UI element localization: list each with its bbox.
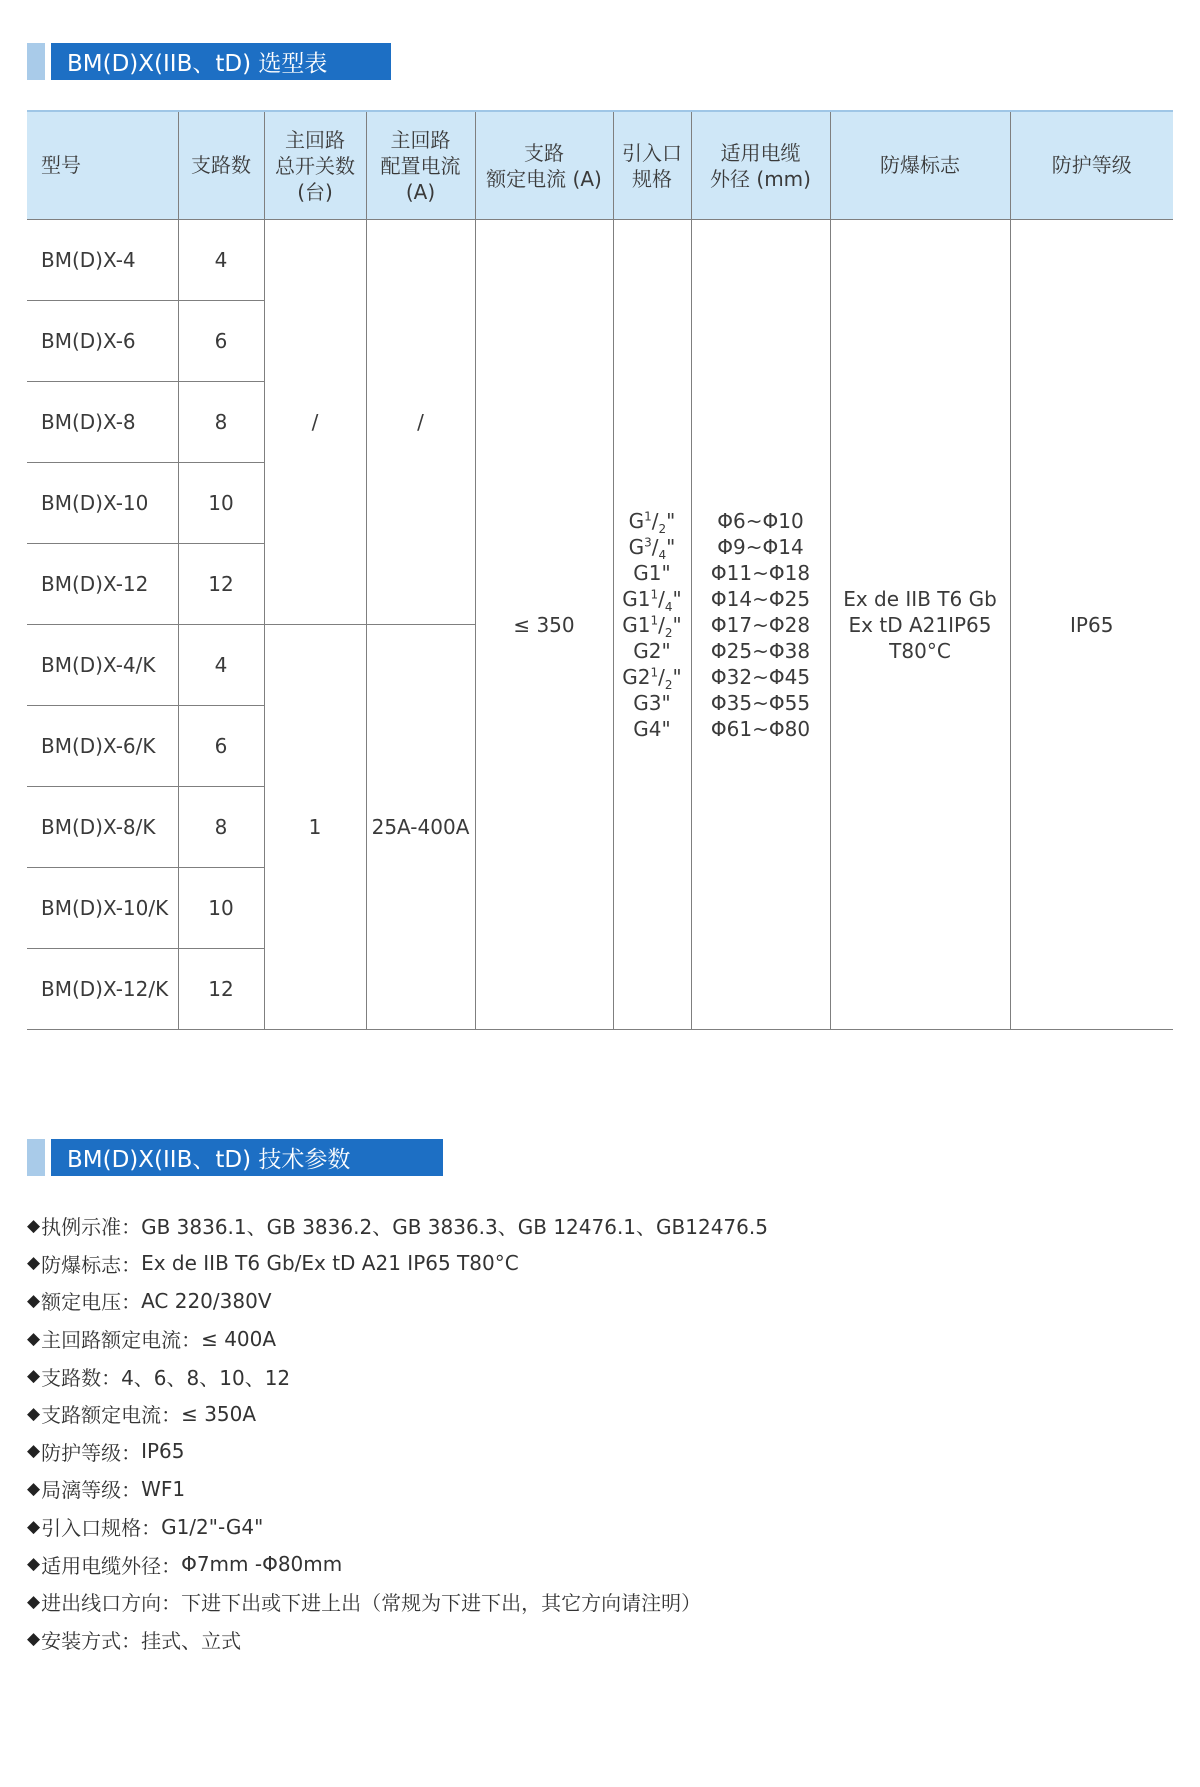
diamond-bullet-icon: ◆ — [27, 1215, 41, 1236]
diamond-bullet-icon: ◆ — [27, 1591, 41, 1612]
branches-cell: 10 — [178, 463, 264, 544]
header-main-switch: 主回路 总开关数 (台) — [264, 111, 366, 220]
branches-cell: 4 — [178, 220, 264, 301]
main-current-cell: / — [366, 220, 475, 625]
model-cell: BM(D)X-6/K — [27, 706, 178, 787]
branch-current-cell: ≤ 350 — [475, 220, 613, 1030]
model-cell: BM(D)X-12 — [27, 544, 178, 625]
list-item: ◆ 安装方式： 挂式、立式 — [27, 1628, 242, 1653]
selection-table — [27, 110, 1173, 1030]
model-cell: BM(D)X-10 — [27, 463, 178, 544]
section-title-selection — [27, 43, 391, 80]
branches-cell: 8 — [178, 787, 264, 868]
list-item: ◆ 进出线口方向： 下进下出或下进上出（常规为下进下出，其它方向请注明） — [27, 1591, 702, 1616]
diamond-bullet-icon: ◆ — [27, 1328, 41, 1349]
diamond-bullet-icon: ◆ — [27, 1516, 41, 1537]
branches-cell: 8 — [178, 382, 264, 463]
inlet-spec-cell — [613, 220, 691, 1030]
model-cell: BM(D)X-8/K — [27, 787, 178, 868]
section-title-parameters — [27, 1139, 443, 1176]
list-item: ◆ 额定电压： AC 220/380V — [27, 1288, 272, 1315]
branches-cell: 10 — [178, 868, 264, 949]
branches-cell: 4 — [178, 625, 264, 706]
main-switch-cell: 1 — [264, 625, 366, 1030]
cable-range-cell — [691, 220, 830, 1030]
title-accent — [27, 43, 45, 80]
list-item: ◆ 适用电缆外径： Φ7mm -Φ80mm — [27, 1552, 343, 1578]
list-item: ◆ 防护等级： IP65 — [27, 1439, 185, 1465]
table-row — [27, 220, 1173, 301]
model-cell: BM(D)X-6 — [27, 301, 178, 382]
title-accent — [27, 1139, 45, 1176]
header-inlet: 引入口 规格 — [613, 111, 691, 220]
list-item: ◆ 主回路额定电流： ≤ 400A — [27, 1326, 277, 1353]
model-cell: BM(D)X-4 — [27, 220, 178, 301]
header-branches: 支路数 — [178, 111, 264, 220]
branches-cell: 12 — [178, 949, 264, 1030]
inlet-spec-list: $G^1/_2$" $G^3/_4$" G1" $G1^1/_4$" $G1^1/_2$" G2" $G2^1/_2$" G3" G4" — [622, 508, 682, 741]
list-item: ◆ 防爆标志： Ex de IIB T6 Gb/Ex tD A21 IP65 T80°C — [27, 1251, 519, 1277]
main-current-cell: 25A-400A — [366, 625, 475, 1030]
list-item: ◆ 引入口规格： G1/2"-G4" — [27, 1514, 264, 1541]
diamond-bullet-icon: ◆ — [27, 1366, 41, 1387]
parameter-list — [27, 1207, 1173, 1658]
branches-cell: 12 — [178, 544, 264, 625]
header-cable: 适用电缆 外径 (mm) — [691, 111, 830, 220]
diamond-bullet-icon: ◆ — [27, 1290, 41, 1311]
ip-cell: IP65 — [1010, 220, 1173, 1030]
cable-range-list: Φ6~Φ10 Φ9~Φ14 Φ11~Φ18 Φ14~Φ25 Φ17~Φ28 Φ25~Φ38 Φ32~Φ45 Φ35~Φ55 Φ61~Φ80 — [710, 508, 811, 741]
list-item: ◆ 支路额定电流： ≤ 350A — [27, 1401, 257, 1428]
header-ip: 防护等级 — [1010, 111, 1173, 220]
list-item: ◆ 局漓等级： WF1 — [27, 1476, 186, 1503]
diamond-bullet-icon: ◆ — [27, 1554, 41, 1575]
table-header-row — [27, 111, 1173, 220]
diamond-bullet-icon: ◆ — [27, 1441, 41, 1462]
header-main-current: 主回路 配置电流 (A) — [366, 111, 475, 220]
list-item: ◆ 执例示准： GB 3836.1、GB 3836.2、GB 3836.3、GB 12476.1、GB12476.5 — [27, 1215, 768, 1240]
diamond-bullet-icon: ◆ — [27, 1253, 41, 1274]
diamond-bullet-icon: ◆ — [27, 1478, 41, 1499]
branches-cell: 6 — [178, 706, 264, 787]
ex-mark-cell: Ex de IIB T6 Gb Ex tD A21IP65 T80°C — [830, 220, 1010, 1030]
model-cell: BM(D)X-10/K — [27, 868, 178, 949]
header-branch-current: 支路 额定电流 (A) — [475, 111, 613, 220]
selection-table-title: BM(D)X(IIB、tD) 选型表 — [51, 43, 391, 80]
header-model: 型号 — [27, 111, 178, 220]
parameters-title: BM(D)X(IIB、tD) 技术参数 — [51, 1139, 443, 1176]
model-cell: BM(D)X-12/K — [27, 949, 178, 1030]
diamond-bullet-icon: ◆ — [27, 1629, 41, 1650]
model-cell: BM(D)X-4/K — [27, 625, 178, 706]
branches-cell: 6 — [178, 301, 264, 382]
list-item: ◆ 支路数： 4、6、8、10、12 — [27, 1365, 291, 1390]
main-switch-cell: / — [264, 220, 366, 625]
header-ex-mark: 防爆标志 — [830, 111, 1010, 220]
model-cell: BM(D)X-8 — [27, 382, 178, 463]
diamond-bullet-icon: ◆ — [27, 1403, 41, 1424]
